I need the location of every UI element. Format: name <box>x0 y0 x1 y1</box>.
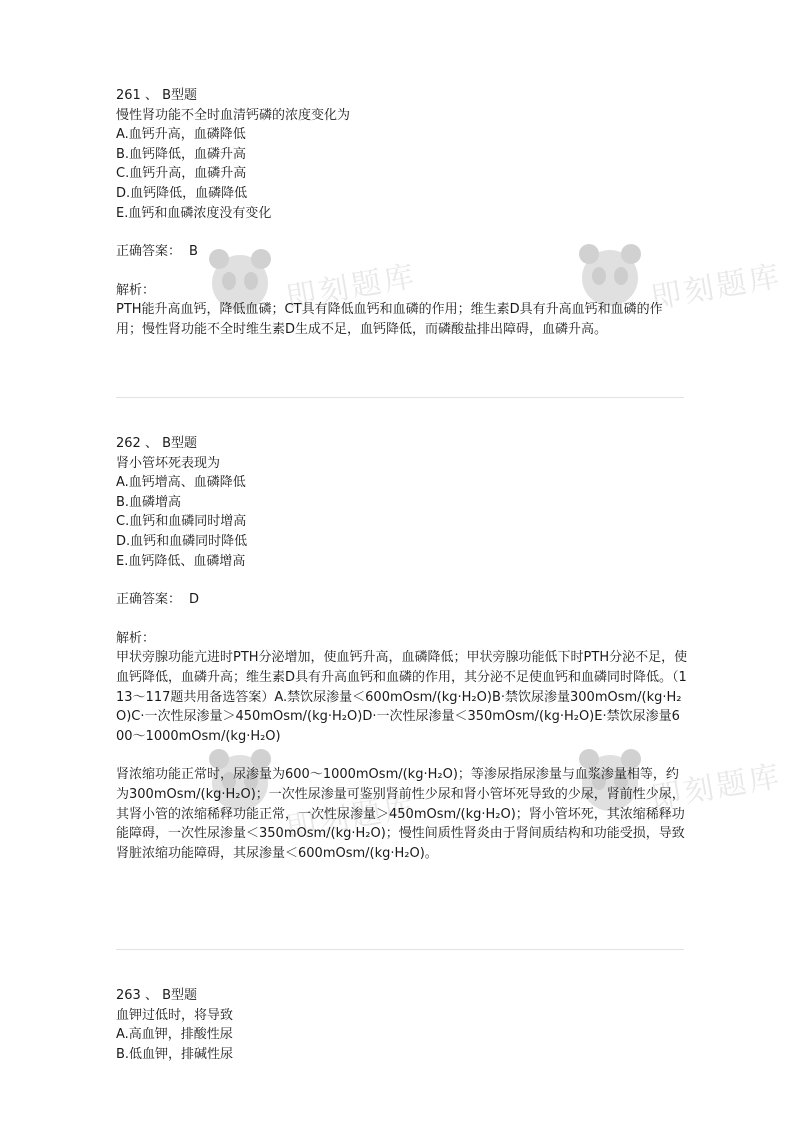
answer-value: D <box>189 592 200 608</box>
option-a: A.血钙升高，血磷降低 <box>116 127 246 143</box>
analysis-text <box>116 648 688 863</box>
question-stem: 慢性肾功能不全时血清钙磷的浓度变化为 <box>116 107 351 123</box>
option-d: D.血钙和血磷同时降低 <box>116 533 248 549</box>
analysis-label: 解析： <box>116 282 156 298</box>
answer-label: 正确答案： <box>116 244 182 260</box>
question-stem: 肾小管坏死表现为 <box>116 455 221 471</box>
question-header: 263 、 B型题 <box>116 988 197 1003</box>
divider <box>116 397 684 398</box>
correct-answer <box>116 590 688 610</box>
analysis-paragraph: PTH能升高血钙，降低血磷；CT具有降低血钙和血磷的作用；维生素D具有升高血钙和血磷的作用；慢性肾功能不全时维生素D生成不足，血钙降低，而磷酸盐排出障碍，血磷升高。 <box>116 302 663 337</box>
question-261 <box>116 86 688 340</box>
watermark-text-3: 即刻题库 <box>283 788 420 847</box>
option-d: D.血钙降低，血磷降低 <box>116 185 248 201</box>
correct-answer <box>116 242 688 262</box>
option-a: A.高血钾，排酸性尿 <box>116 1027 233 1043</box>
divider <box>116 949 684 950</box>
watermark-text-1: 即刻题库 <box>283 258 420 317</box>
option-b: B.血钙降低，血磷升高 <box>116 146 247 162</box>
question-header: 262 、 B型题 <box>116 436 197 451</box>
watermark-text-2: 即刻题库 <box>648 258 785 317</box>
analysis-paragraph: 甲状旁腺功能亢进时PTH分泌增加，使血钙升高，血磷降低；甲状旁腺功能低下时PTH分泌不足，使血钙降低，血磷升高；维生素D具有升高血钙和血磷的作用，其分泌不足使血钙和血磷同时降低。（113～117题共用备选答案）A.禁饮尿渗量＜600mOsm/(kg·H₂O)B·禁饮尿渗量300mOsm/(kg·H₂O)C·一次性尿渗量＞450mOsm/(kg·H₂O)D·一次性尿渗量＜350mOsm/(kg·H₂O)E·禁饮尿渗量600～1000mOsm/(kg·H₂O) <box>116 650 688 744</box>
question-stem: 血钾过低时，将导致 <box>116 1007 234 1023</box>
option-c: C.血钙和血磷同时增高 <box>116 514 247 530</box>
analysis-paragraph: 肾浓缩功能正常时，尿渗量为600～1000mOsm/(kg·H₂O)；等渗尿指尿渗量与血浆渗量相等，约为300mOsm/(kg·H₂O)；一次性尿渗量可鉴别肾前性少尿和肾小管坏死导致的少尿，肾前性少尿，其肾小管的浓缩稀释功能正常，一次性尿渗量＞450mOsm/(kg·H₂O)；肾小管坏死，其浓缩稀释功能障碍，一次性尿渗量＜350mOsm/(kg·H₂O)；慢性间质性肾炎由于肾间质结构和功能受损，导致肾脏浓缩功能障碍，其尿渗量＜600mOsm/(kg·H₂O)。 <box>116 767 685 861</box>
analysis-label: 解析： <box>116 630 156 646</box>
answer-value: B <box>189 244 198 260</box>
option-e: E.血钙降低、血磷增高 <box>116 553 246 569</box>
question-header: 261 、 B型题 <box>116 88 197 103</box>
option-b: B.血磷增高 <box>116 494 182 510</box>
answer-label: 正确答案： <box>116 592 182 608</box>
option-e: E.血钙和血磷浓度没有变化 <box>116 205 272 221</box>
option-b: B.低血钾，排碱性尿 <box>116 1046 234 1062</box>
question-262 <box>116 434 688 863</box>
analysis-text <box>116 300 688 339</box>
watermark-text-4: 即刻题库 <box>648 758 785 817</box>
option-c: C.血钙升高，血磷升高 <box>116 166 247 182</box>
option-a: A.血钙增高、血磷降低 <box>116 475 246 491</box>
question-263 <box>116 986 688 1064</box>
